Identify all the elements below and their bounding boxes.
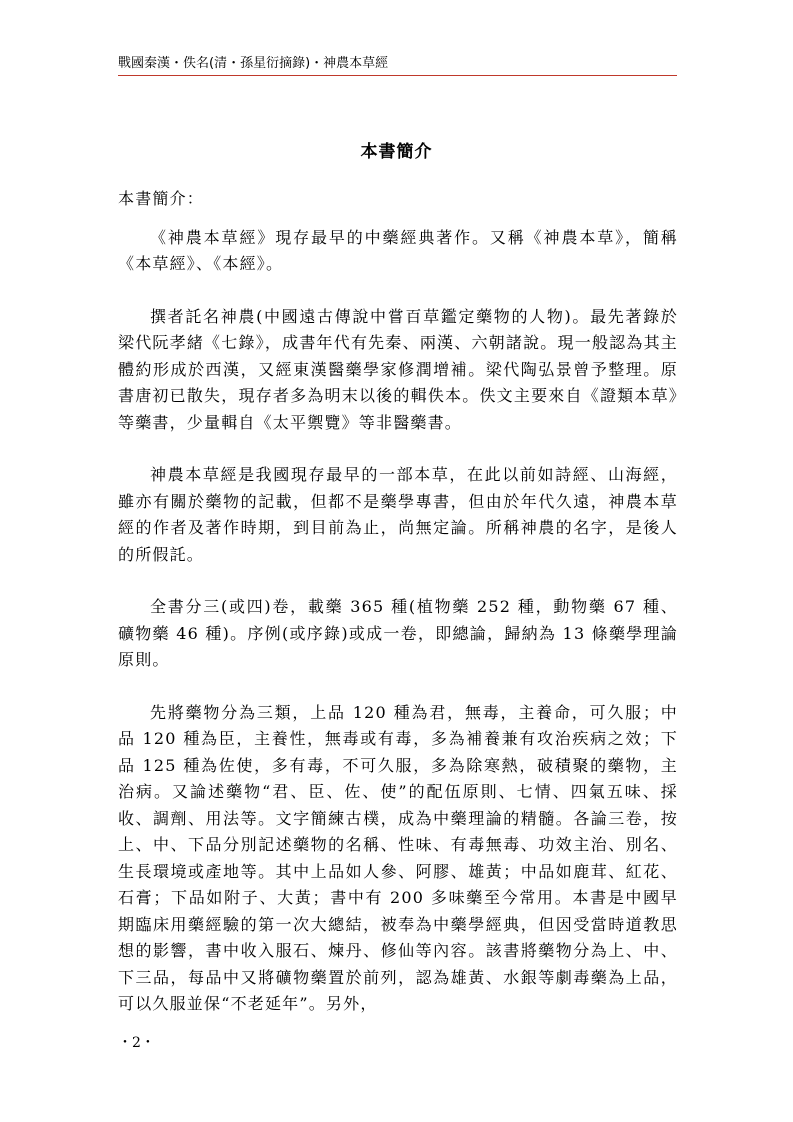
header-rule [118,75,677,76]
paragraph-3: 神農本草經是我國現存最早的一部本草，在此以前如詩經、山海經，雖亦有關於藥物的記載，但都不是藥學專書，但由於年代久遠，神農本草經的作者及著作時期，到目前為止，尚無定論。所稱神農的名字，是後人的所假託。 [118,465,678,564]
paragraph-5: 先將藥物分為三類，上品 120 種為君，無毒，主養命，可久服；中品 120 種為臣，主養性，無毒或有毒，多為補養兼有攻治疾病之效；下品 125 種為佐使，多有毒，不可久服，多為除寒熱，破積聚的藥物，主治病。又論述藥物“君、臣、佐、使”的配伍原則、七情、四氣五味、採收、調劑、用法等。文字簡練古樸，成為中藥理論的精髓。各論三卷，按上、中、下品分別記述藥物的名稱、性味、有毒無毒、功效主治、別名、生長環境或產地等。其中上品如人參、阿膠、雄黃；中品如鹿茸、紅花、石膏；下品如附子、大黃；書中有 200 多味藥至今常用。本書是中國早期臨床用藥經驗的第一次大總結，被奉為中藥學經典，但因受當時道教思想的影響，書中收入服石、煉丹、修仙等內容。該書將藥物分為上、中、下三品，每品中又將礦物藥置於前列，認為雄黃、水銀等劇毒藥為上品，可以久服並保“不老延年”。另外， [118,702,678,1013]
paragraph-2: 撰者託名神農(中國遠古傳說中嘗百草鑑定藥物的人物)。最先著錄於梁代阮孝緒《七錄》，成書年代有先秦、兩漢、六朝諸說。現一般認為其主體約形成於西漢，又經東漢醫藥學家修潤增補。梁代陶弘景曾予整理。原書唐初已散失，現存者多為明末以後的輯佚本。佚文主要來自《證類本草》等藥書，少量輯自《太平禦覽》等非醫藥書。 [118,306,678,432]
lead-line: 本書簡介： [118,189,205,208]
page-number: ・2・ [118,1035,155,1051]
paragraph-1: 《神農本草經》現存最早的中藥經典著作。又稱《神農本草》，簡稱《本草經》、《本經》。 [118,227,678,273]
paragraph-4: 全書分三(或四)卷，載藥 365 種(植物藥 252 種，動物藥 67 種、礦物藥 46 種)。序例(或序錄)或成一卷，即總論，歸納為 13 條藥學理論原則。 [118,597,678,669]
page-title: 本書簡介 [360,142,433,162]
running-header: 戰國秦漢・佚名(清・孫星衍摘錄)・神農本草經 [118,56,389,71]
body-text [118,186,678,1018]
